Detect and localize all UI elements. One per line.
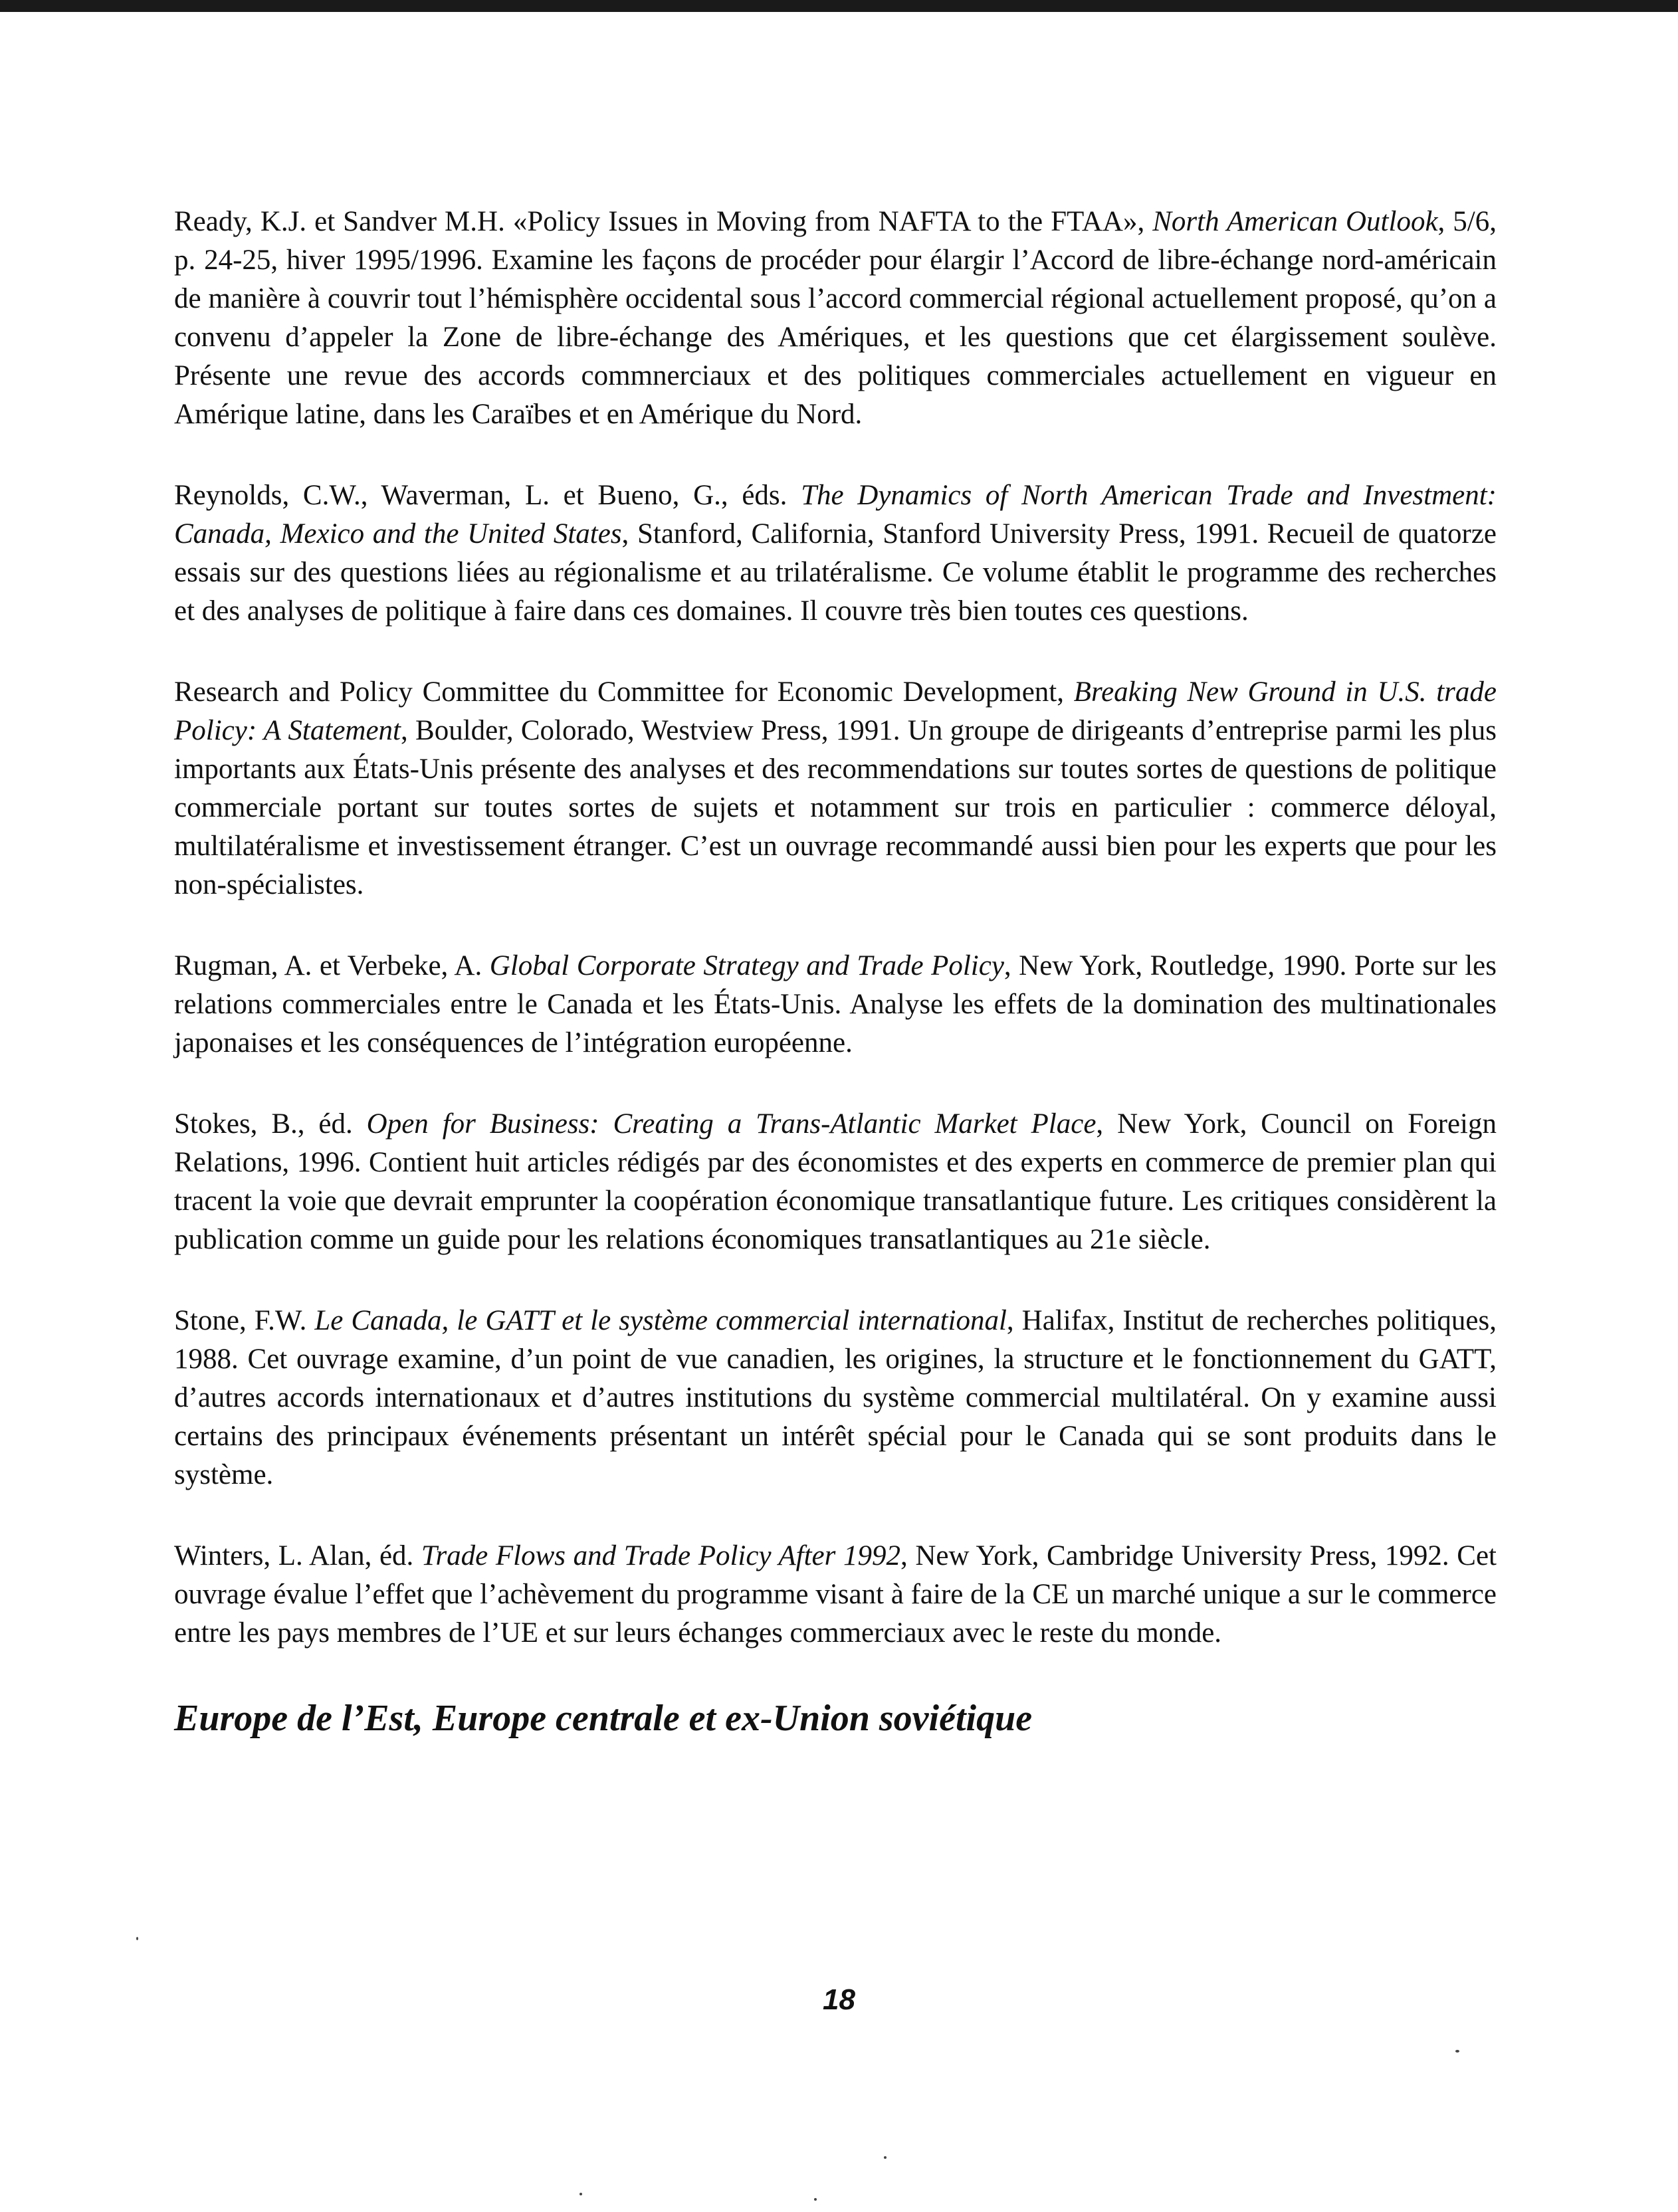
entry-authors: Stokes, B., éd. [174,1108,367,1140]
bibliography-entry [174,673,1497,904]
entry-title: Global Corporate Strategy and Trade Policy [489,950,1004,981]
entry-title: Le Canada, le GATT et le système commercial international [314,1305,1007,1336]
entry-title: Breaking New Ground in U.S. trade Policy: A Statement [174,676,1497,746]
bibliography-entry [174,947,1497,1062]
scan-speck [1455,2050,1459,2053]
entry-description: , 5/6, p. 24-25, hiver 1995/1996. Examine les façons de procéder pour élargir l’Accord de libre-échange nord-américain de manière à couvrir tout l’hémisphère occidental sous l’accord commercial régional actuellement proposé, qu’on a convenu d’appeler la Zone de libre-échange des Amériques, et les questions que cet élargissement soulève. Présente une revue des accords commnerciaux et des politiques commerciales actuellement en vigueur en Amérique latine, dans les Caraïbes et en Amérique du Nord. [174,206,1497,430]
entry-description: , Stanford, California, Stanford University Press, 1991. Recueil de quatorze essais sur des questions liées au régionalisme et au trilatéralisme. Ce volume établit le programme des recherches et des analyses de politique à faire dans ces domaines. Il couvre très bien toutes ces questions. [174,518,1497,627]
section-heading: Europe de l’Est, Europe centrale et ex-Union soviétique [174,1698,1033,1739]
scan-border [0,0,1678,12]
entry-title: Trade Flows and Trade Policy After 1992 [421,1540,900,1571]
bibliography-entry [174,476,1497,631]
entry-authors: Research and Policy Committee du Committee for Economic Development, [174,676,1074,708]
entry-description: , New York, Council on Foreign Relations, 1996. Contient huit articles rédigés par des économistes et des experts en commerce de premier plan qui tracent la voie que devrait emprunter la coopération économique transatlantique future. Les critiques considèrent la publication comme un guide pour les relations économiques transatlantiques au 21e siècle. [174,1108,1497,1255]
entry-authors: Stone, F.W. [174,1305,315,1336]
scan-speck [884,2156,887,2159]
entry-title: The Dynamics of North American Trade and Investment: Canada, Mexico and the United States [174,480,1497,550]
bibliography-entry [174,203,1497,434]
scan-speck [136,1937,138,1940]
bibliography-entry [174,1105,1497,1259]
bibliography-entry [174,1302,1497,1494]
scan-speck [814,2198,817,2201]
entry-description: , Boulder, Colorado, Westview Press, 1991. Un groupe de dirigeants d’entreprise parmi les plus importants aux États-Unis présente des analyses et des recommendations sur toutes sortes de questions de politique commerciale portant sur toutes sortes de sujets et notamment sur trois en particulier : commerce déloyal, multilatéralisme et investissement étranger. C’est un ouvrage recommandé aussi bien pour les experts que pour les non-spécialistes. [174,715,1497,900]
entry-authors: Reynolds, C.W., Waverman, L. et Bueno, G., éds. [174,480,801,511]
entry-title: Open for Business: Creating a Trans-Atlantic Market Place [366,1108,1097,1140]
document-page [174,203,1497,1742]
entry-authors: Ready, K.J. et Sandver M.H. «Policy Issues in Moving from NAFTA to the FTAA», [174,206,1153,237]
scan-speck [579,2193,582,2195]
page-number: 18 [823,1983,855,2016]
bibliography-entry [174,1537,1497,1653]
entry-description: , Halifax, Institut de recherches politiques, 1988. Cet ouvrage examine, d’un point de vue canadien, les origines, la structure et le fonctionnement du GATT, d’autres accords internationaux et d’autres institutions du système commercial multilatéral. On y examine aussi certains des principaux événements présentant un intérêt spécial pour le Canada qui se sont produits dans le système. [174,1305,1497,1490]
entry-authors: Rugman, A. et Verbeke, A. [174,950,490,981]
entry-description: , New York, Cambridge University Press, 1992. Cet ouvrage évalue l’effet que l’achèvement du programme visant à faire de la CE un marché unique a sur le commerce entre les pays membres de l’UE et sur leurs échanges commerciaux avec le reste du monde. [174,1540,1497,1649]
entry-description: , New York, Routledge, 1990. Porte sur les relations commerciales entre le Canada et les États-Unis. Analyse les effets de la domination des multinationales japonaises et les conséquences de l’intégration européenne. [174,950,1497,1058]
entry-title: North American Outlook [1152,206,1438,237]
entry-authors: Winters, L. Alan, éd. [174,1540,421,1571]
